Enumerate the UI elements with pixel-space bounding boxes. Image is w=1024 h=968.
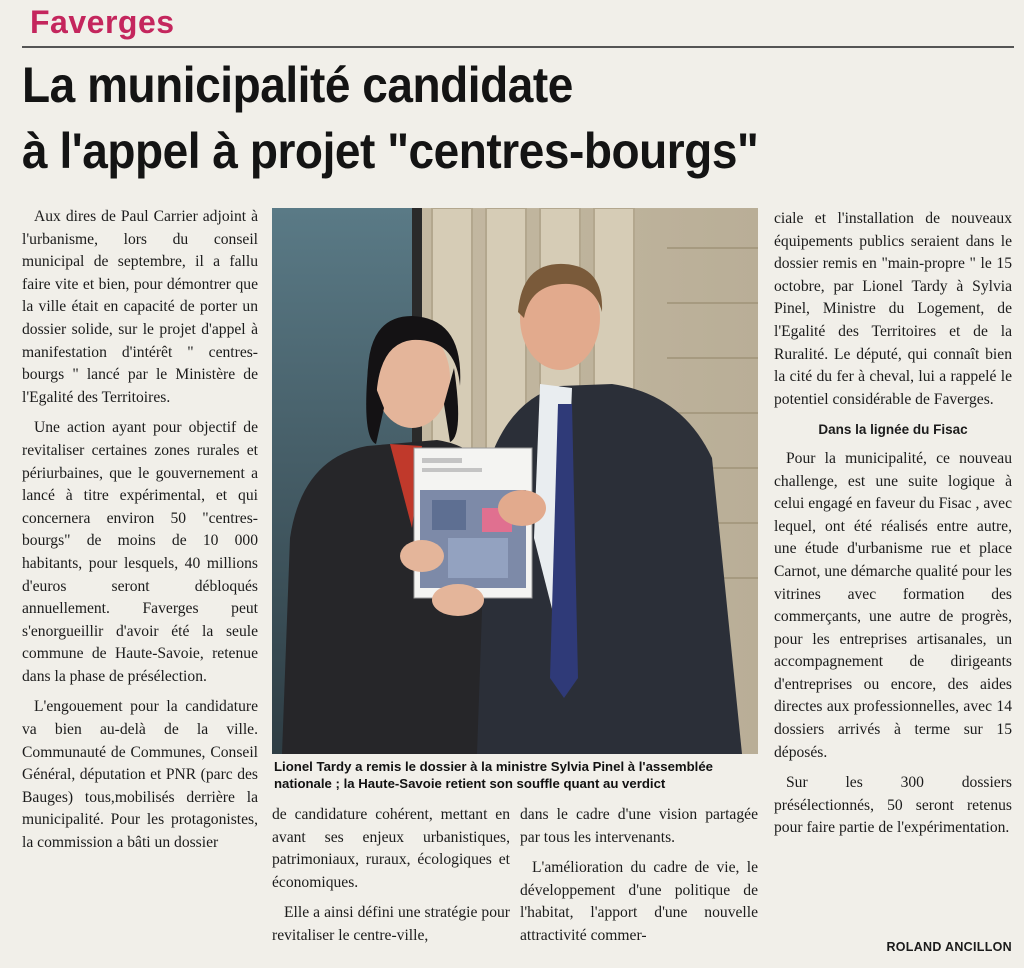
headline-line-2: à l'appel à projet "centres-bourgs" [22, 123, 759, 179]
subheading: Dans la lignée du Fisac [818, 422, 968, 438]
paragraph: dans le cadre d'une vision partagée par tous les intervenants. [520, 806, 758, 846]
article-column-3 [520, 804, 758, 956]
paragraph: Elle a ainsi défini une stratégie pour revitaliser le centre-ville, [272, 904, 510, 944]
byline: ROLAND ANCILLON [886, 940, 1012, 954]
section-title: Faverges [30, 4, 175, 40]
headline [22, 52, 933, 184]
article-column-4 [774, 208, 1012, 848]
paragraph: Sur les 300 dossiers présélectionnés, 50 seront retenus pour faire partie de l'expérimentation. [774, 774, 1012, 837]
paragraph: Une action ayant pour objectif de revitaliser certaines zones rurales et périurbaines, que le gouvernement a lancé à titre expérimental, et qui concernera environ 50 "centres-bourgs" de moins de 10 000 habitants, pour lesquels, 40 millions d'euros seront débloqués annuellement. Faverges peut s'enorgueillir d'avoir été la seule commune de Haute-Savoie, retenue dans la phase de présélection. [22, 419, 258, 685]
paragraph: Aux dires de Paul Carrier adjoint à l'urbanisme, lors du conseil municipal de septembre, il a fallu faire vite et bien, pour démontrer que la ville était en capacité de porter un dossier solide, sur le projet d'appel à manifestation d'intérêt " centres-bourgs " lancé par le Ministère de l'Egalité des Territoires. [22, 208, 258, 406]
headline-line-1: La municipalité candidate [22, 57, 573, 113]
article-column-1 [22, 206, 258, 863]
photo-illustration [272, 208, 758, 754]
paragraph: de candidature cohérent, mettant en avant ses enjeux urbanistiques, patrimoniaux, ruraux, écologiques et économiques. [272, 806, 510, 891]
article-photo [272, 208, 758, 754]
paragraph: ciale et l'installation de nouveaux équipements publics seraient dans le dossier remis en "main-propre " le 15 octobre, par Lionel Tardy à Sylvia Pinel, Ministre du Logement, de l'Egalité des Territoires et de la Ruralité. Le député, qui connaît bien la cité du fer à cheval, lui a rappelé le potentiel considérable de Faverges. [774, 210, 1012, 408]
paragraph: L'engouement pour la candidature va bien au-delà de la ville. Communauté de Communes, Conseil Général, députation et PNR (parc des Bauges) tous,mobilisés derrière la municipalité. Pour les protagonistes, la commission a bâti un dossier [22, 698, 258, 852]
paragraph: Pour la municipalité, ce nouveau challenge, est une suite logique à celui engagé en faveur du Fisac , avec lequel, ont été réalisés entre autre, une étude d'urbanisme rue et place Carnot, une démarche qualité pour les vitrines avec formation des commerçants, une autre de progrès, pour les entreprises artisanales, un accompagnement de dirigeants d'entreprises ou encore, des aides directes aux professionnelles, avec 14 dossiers arrivés à terme sur 15 déposés. [774, 449, 1012, 761]
photo-caption: Lionel Tardy a remis le dossier à la ministre Sylvia Pinel à l'assemblée nationale ; la Haute-Savoie retient son souffle quant au verdict [274, 759, 714, 791]
header-rule [22, 46, 1014, 48]
paragraph: L'amélioration du cadre de vie, le développement d'une politique de l'habitat, l'apport d'une nouvelle attractivité commer- [520, 859, 758, 944]
article-column-2 [272, 804, 510, 956]
